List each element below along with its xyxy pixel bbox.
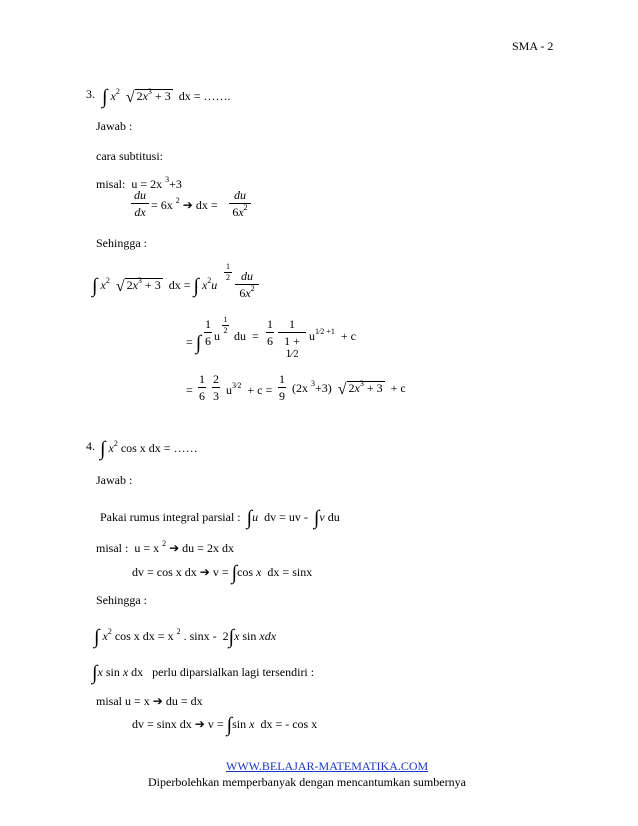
- fraction-du-6x2-b: du $6x^2$: [235, 270, 259, 299]
- q3-sub-line: misal: u = 2x $^3$+3: [96, 175, 182, 191]
- q4-misal2: dv = cos x dx ➔ v = ∫cos x dx = sinx: [132, 562, 313, 584]
- q3-step3-u: $u^{3⁄2} + c$ =: [226, 381, 273, 397]
- q4-rule: Pakai rumus integral parsial : ∫u dv = uv - ∫v du: [100, 507, 340, 529]
- fraction-1-over-1plushalf: 1 1 + 1⁄2: [278, 318, 306, 360]
- q4-answer-label: Jawab :: [96, 473, 133, 487]
- fraction-1-6-c: 1 6: [199, 372, 205, 403]
- q3-answer-label: Jawab :: [96, 119, 133, 133]
- q3-step2-eq: = ∫: [186, 332, 202, 354]
- exponent-half-2: 1 2: [223, 315, 228, 335]
- fraction-1-9: 1 9: [279, 372, 285, 403]
- page-label: SMA - 2: [512, 39, 554, 53]
- q3-sehingga: Sehingga :: [96, 236, 147, 250]
- q3-step2-du: du =: [234, 329, 259, 343]
- footer-note: Diperbolehkan memperbanyak dengan mencantumkan sumbernya: [148, 775, 466, 789]
- q3-deriv-line: = 6x $^2$ ➔ dx =: [151, 196, 218, 212]
- q3-number: 3.: [86, 87, 95, 101]
- q4-step1: ∫ $x^2$ cos x dx = x $^2$ . sinx - 2∫x sin xdx: [94, 626, 277, 648]
- q3-method: cara subtitusi:: [96, 149, 163, 163]
- q3-step3-rest: (2x $^3$+3) √ $2x^3 + 3 + c$: [292, 379, 406, 398]
- q4-problem: ∫ $x^2$ cos x dx = ……: [100, 438, 198, 460]
- q4-number: 4.: [86, 439, 95, 453]
- fraction-1-6-b: 1 6: [267, 317, 273, 348]
- fraction-du-6x2: du $6x^2$: [229, 189, 251, 218]
- q4-misal3: misal u = x ➔ du = dx: [96, 694, 203, 708]
- fraction-du-dx: du dx: [131, 189, 149, 218]
- q3-step3-eq: =: [186, 383, 193, 397]
- fraction-2-3: 2 3: [213, 372, 219, 403]
- fraction-1-6: 1 6: [205, 317, 211, 348]
- exponent-half: 1 2: [226, 262, 230, 282]
- q3-step2-u-exp: $u^{1⁄2 +1} + c$: [309, 327, 356, 343]
- q4-misal1: misal : u = x $^2$ ➔ du = 2x dx: [96, 539, 234, 555]
- q3-problem: ∫ $x^2$ √ $2x^3 + 3$ dx = …….: [102, 86, 231, 108]
- q4-step2: ∫x sin x dx perlu diparsialkan lagi tersendiri :: [92, 662, 315, 684]
- q3-step2-u: u: [214, 329, 220, 343]
- q3-step1: ∫ $x^2$ √ $2x^3 + 3$ dx = ∫ $x^2u$: [92, 275, 218, 297]
- footer-url-link[interactable]: WWW.BELAJAR-MATEMATIKA.COM: [226, 759, 429, 773]
- q4-misal4: dv = sinx dx ➔ v = ∫sin x dx = - cos x: [132, 714, 318, 736]
- q4-sehingga: Sehingga :: [96, 593, 147, 607]
